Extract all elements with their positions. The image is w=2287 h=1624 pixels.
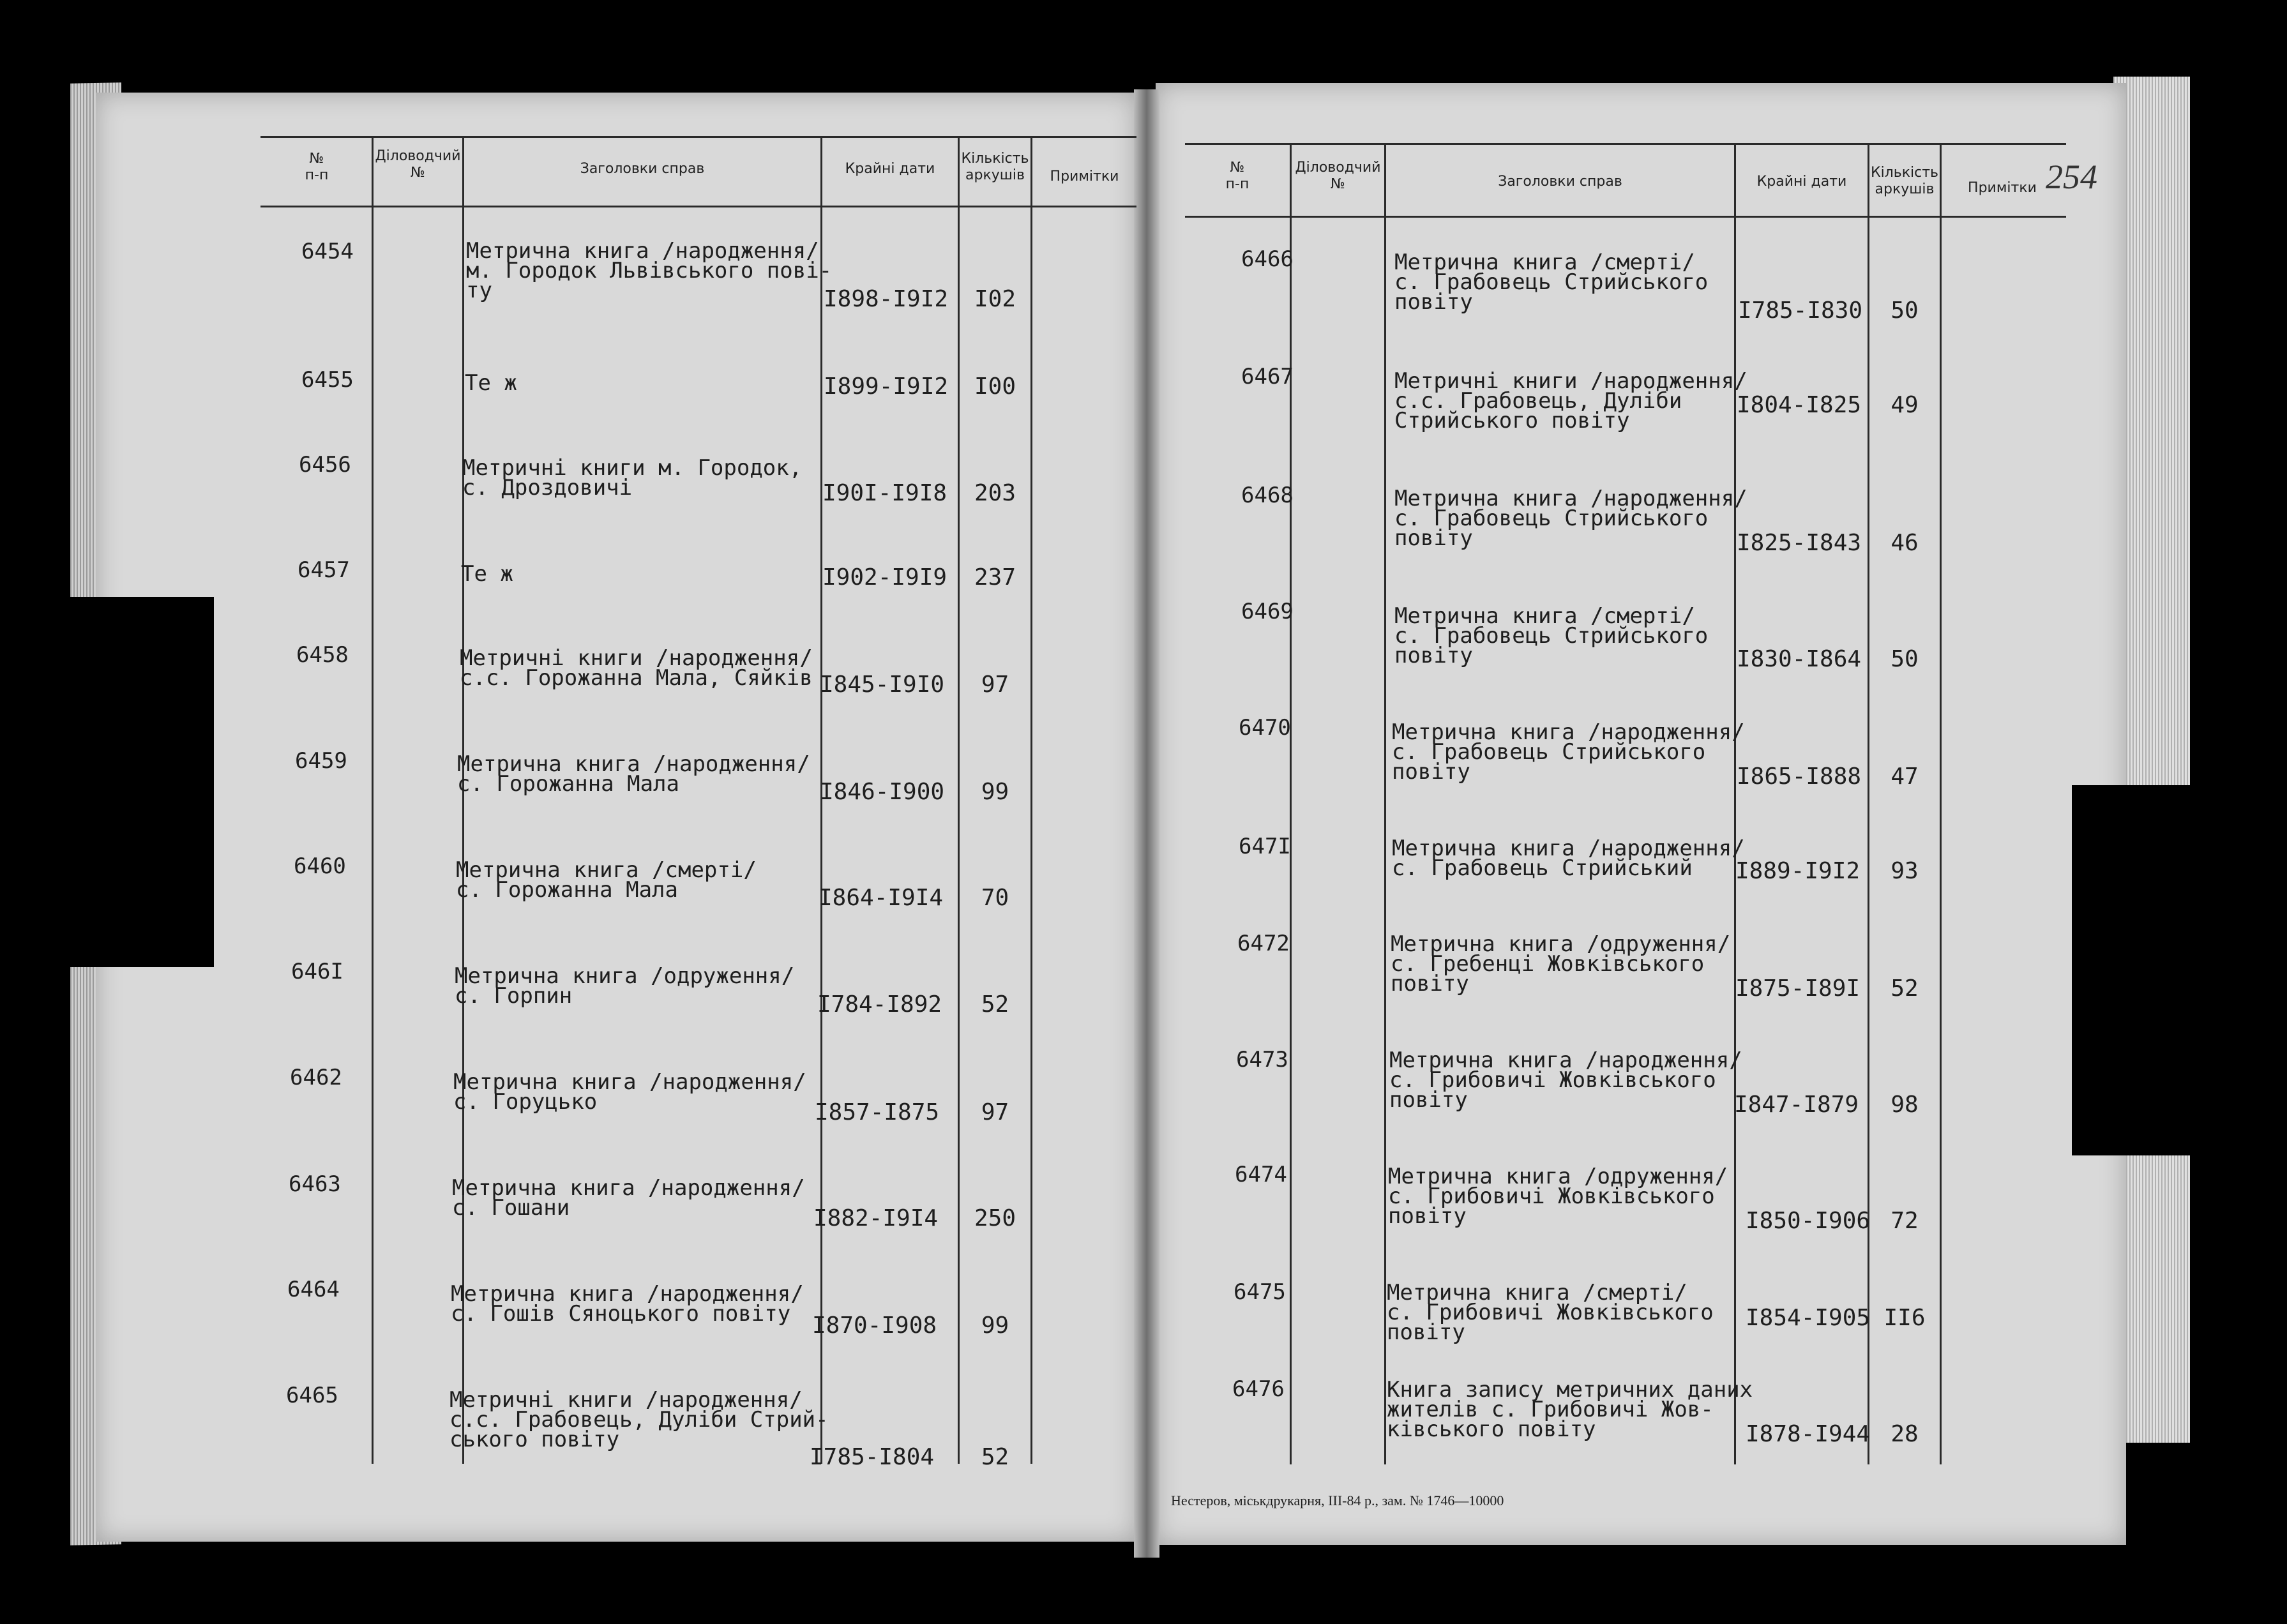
header-clerk: Діловодчий №	[1295, 160, 1381, 192]
header-titles: Заголовки справ	[580, 161, 705, 177]
row-sheets: 97	[981, 672, 1009, 698]
row-dates: I850-I906	[1746, 1208, 1871, 1234]
row-number: 6474	[1235, 1162, 1287, 1187]
row-title: Метрична книга /народження/ с. Грабовець Стрийського повіту	[1392, 719, 1745, 785]
header-clerk: Діловодчий №	[375, 148, 461, 181]
left-col-divider	[372, 136, 374, 1464]
book-spine	[1134, 89, 1159, 1558]
row-sheets: 52	[981, 991, 1009, 1018]
row-number: 6468	[1241, 483, 1294, 508]
row-title: Метрична книга /смерті/ с. Грибовичі Жовківського повіту	[1387, 1280, 1714, 1345]
page-number: 254	[2046, 158, 2097, 196]
header-notes: Примітки	[1050, 169, 1119, 184]
row-number: 6464	[287, 1277, 340, 1302]
row-sheets: 52	[1891, 975, 1919, 1002]
right-header-bottom-rule	[1185, 216, 2066, 218]
right-clip	[2072, 785, 2287, 1155]
header-sheets: Кількість аркушів	[961, 151, 1029, 183]
header-titles: Заголовки справ	[1498, 174, 1622, 190]
row-dates: I875-I89I	[1735, 975, 1861, 1002]
row-title: Метрична книга /народження/ м. Городок Львівського пові- ту	[466, 238, 833, 303]
row-sheets: I02	[974, 286, 1016, 312]
row-sheets: 70	[981, 885, 1009, 911]
row-title: Метрична книга /одруження/ с. Гребенці Жовківського повіту	[1391, 931, 1731, 996]
row-title: Метричні книги /народження/ с.с. Горожанна Мала, Сяйків	[460, 645, 813, 691]
row-number: 6455	[301, 367, 354, 393]
row-dates: I846-I900	[820, 779, 945, 805]
left-col-divider	[1030, 136, 1032, 1464]
row-title: Метрична книга /народження/ с. Горуцько	[453, 1069, 806, 1115]
left-col-divider	[462, 136, 464, 1464]
row-title: Метрична книга /одруження/ с. Горпин	[455, 963, 795, 1009]
header-notes: Примітки	[1968, 180, 2037, 196]
row-dates: I785-I830	[1738, 297, 1863, 324]
row-title: Метричні книги /народження/ с.с. Грабовець, Дуліби Стрийського повіту	[1394, 368, 1747, 433]
row-dates: I785-I804	[810, 1444, 935, 1470]
row-title: Метрична книга /народження/ с. Грибовичі Жовківського повіту	[1389, 1048, 1742, 1113]
row-dates: I898-I9I2	[824, 286, 949, 312]
row-dates: I830-I864	[1737, 646, 1862, 672]
row-dates: I878-I944	[1746, 1421, 1871, 1447]
row-sheets: 97	[981, 1099, 1009, 1125]
header-dates: Крайні дати	[845, 161, 935, 177]
row-number: 6466	[1241, 246, 1294, 272]
row-sheets: 28	[1891, 1421, 1919, 1447]
row-number: 6467	[1241, 364, 1294, 389]
row-number: 646I	[291, 959, 343, 984]
right-col-divider	[1940, 143, 1942, 1464]
header-number: № п-п	[1225, 160, 1249, 192]
row-number: 6469	[1241, 599, 1294, 624]
row-dates: I899-I9I2	[824, 373, 949, 400]
row-title: Те ж	[461, 561, 513, 587]
row-number: 6476	[1232, 1376, 1285, 1402]
printer-footer: Нестеров, міськдрукарня, ІІІ-84 р., зам. № 1746—10000	[1171, 1492, 1504, 1508]
row-title: Метрична книга /народження/ с. Грабовець Стрийського повіту	[1394, 486, 1747, 551]
right-col-divider	[1868, 143, 1869, 1464]
row-number: 6472	[1237, 931, 1290, 956]
row-sheets: 99	[981, 1312, 1009, 1339]
row-title: Метрична книга /народження/ с. Гошів Сяноцького повіту	[451, 1281, 804, 1327]
row-sheets: 203	[974, 480, 1016, 506]
row-sheets: 46	[1891, 530, 1919, 556]
row-title: Метрична книга /народження/ с. Гошани	[452, 1175, 805, 1221]
row-dates: I902-I9I9	[822, 564, 947, 590]
row-dates: I865-I888	[1737, 763, 1862, 790]
row-number: 6462	[290, 1065, 342, 1090]
row-number: 6473	[1236, 1047, 1288, 1072]
row-sheets: II6	[1883, 1305, 1926, 1331]
row-dates: I847-I879	[1734, 1092, 1859, 1118]
row-title: Метрична книга /народження/ с. Грабовець Стрийський	[1392, 836, 1745, 881]
row-dates: I870-I908	[812, 1312, 937, 1339]
row-number: 6459	[295, 748, 347, 774]
row-title: Метрична книга /одруження/ с. Грибовичі Жовківського повіту	[1388, 1164, 1728, 1229]
left-header-top-rule	[260, 136, 1136, 138]
row-sheets: 52	[981, 1444, 1009, 1470]
row-sheets: 99	[981, 779, 1009, 805]
row-sheets: 72	[1891, 1208, 1919, 1234]
right-col-divider	[1290, 143, 1292, 1464]
row-sheets: 237	[974, 564, 1016, 590]
row-number: 6465	[286, 1383, 338, 1408]
row-number: 6475	[1234, 1279, 1286, 1305]
row-sheets: 50	[1891, 646, 1919, 672]
row-sheets: 93	[1891, 858, 1919, 884]
right-col-divider	[1384, 143, 1386, 1464]
row-dates: I864-I9I4	[819, 885, 944, 911]
row-sheets: 50	[1891, 297, 1919, 324]
row-dates: I90I-I9I8	[822, 480, 947, 506]
row-sheets: 98	[1891, 1092, 1919, 1118]
left-clip	[61, 597, 214, 967]
row-number: 6470	[1239, 715, 1291, 741]
row-dates: I854-I905	[1746, 1305, 1871, 1331]
row-sheets: 49	[1891, 392, 1919, 418]
row-title: Метричні книги /народження/ с.с. Грабовець, Дуліби Стрий- ського повіту	[449, 1387, 829, 1452]
header-sheets: Кількість аркушів	[1870, 165, 1939, 197]
header-dates: Крайні дати	[1756, 174, 1847, 190]
row-dates: I882-I9I4	[813, 1205, 939, 1231]
right-col-divider	[1734, 143, 1736, 1464]
row-number: 6456	[299, 452, 351, 477]
row-sheets: 47	[1891, 763, 1919, 790]
row-dates: I784-I892	[817, 991, 942, 1018]
row-number: 6460	[294, 853, 346, 879]
row-dates: I825-I843	[1737, 530, 1862, 556]
row-number: 6458	[296, 642, 349, 668]
row-number: 6463	[289, 1171, 341, 1197]
row-title: Метрична книга /народження/ с. Горожанна Мала	[457, 751, 810, 797]
right-header-top-rule	[1185, 143, 2066, 145]
row-title: Метрична книга /смерті/ с. Грабовець Стрийського повіту	[1394, 603, 1709, 668]
row-dates: I889-I9I2	[1735, 858, 1861, 884]
row-sheets: I00	[974, 373, 1016, 400]
row-number: 6454	[301, 239, 354, 264]
row-title: Метрична книга /смерті/ с. Грабовець Стрийського повіту	[1394, 250, 1709, 315]
row-number: 6457	[298, 557, 350, 583]
row-dates: I857-I875	[815, 1099, 940, 1125]
row-dates: I804-I825	[1737, 392, 1862, 418]
row-title: Метричні книги м. Городок, с. Дроздовичі	[462, 455, 803, 500]
row-title: Книга запису метричних даних жителів с. Грибовичі Жов- ківського повіту	[1387, 1377, 1753, 1442]
row-title: Те ж	[465, 370, 517, 396]
row-dates: I845-I9I0	[820, 672, 945, 698]
header-number: № п-п	[305, 151, 329, 183]
row-number: 647I	[1239, 834, 1291, 859]
row-sheets: 250	[974, 1205, 1016, 1231]
left-header-bottom-rule	[260, 206, 1136, 207]
row-title: Метрична книга /смерті/ с. Горожанна Мала	[456, 857, 757, 903]
